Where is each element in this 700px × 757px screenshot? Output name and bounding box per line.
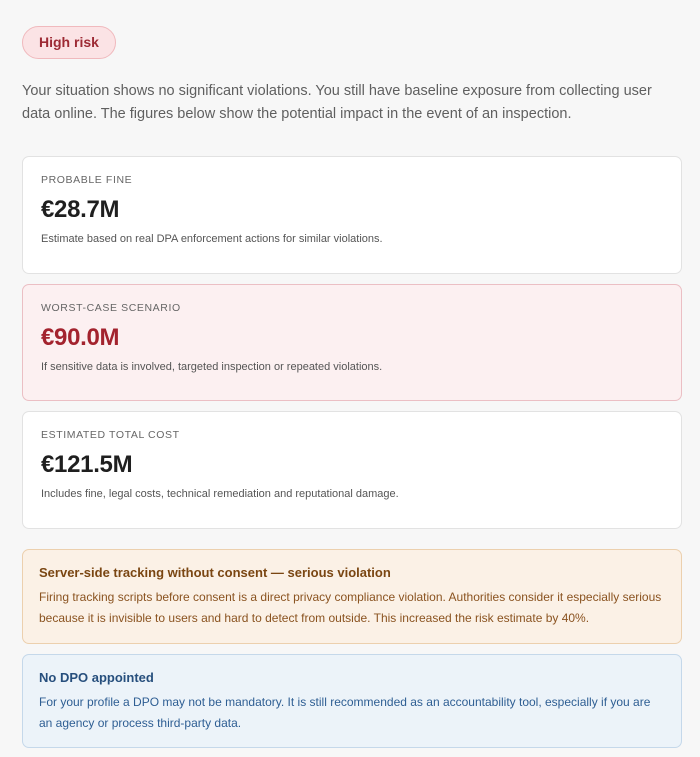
card-note: Estimate based on real DPA enforcement actions for similar violations. bbox=[41, 233, 383, 245]
alert-title: No DPO appointed bbox=[39, 670, 154, 685]
card-note: If sensitive data is involved, targeted inspection or repeated violations. bbox=[41, 361, 383, 373]
card-value: €90.0M bbox=[41, 324, 120, 351]
probable-fine-card bbox=[22, 156, 682, 274]
alert-body: Firing tracking scripts before consent is a direct privacy compliance violation. Authorities consider it especially serious because it is invisible to users and hard to detect from outside. This increased the risk estimate by 40%. bbox=[39, 590, 662, 625]
alert-body: For your profile a DPO may not be mandatory. It is still recommended as an accountability tool, especially if you are an agency or process third-party data. bbox=[39, 695, 651, 730]
intro-text: Your situation shows no significant violations. You still have baseline exposure from collecting user data online. The figures below show the potential impact in the event of an inspection. bbox=[22, 83, 652, 122]
card-label: ESTIMATED TOTAL COST bbox=[41, 429, 180, 441]
tracking-violation-alert bbox=[22, 549, 682, 644]
total-cost-card bbox=[22, 411, 682, 529]
risk-level-badge: High risk bbox=[22, 26, 116, 59]
card-note: Includes fine, legal costs, technical remediation and reputational damage. bbox=[41, 488, 399, 500]
alert-title: Server-side tracking without consent — serious violation bbox=[39, 565, 391, 580]
dpo-info-alert bbox=[22, 654, 682, 748]
card-value: €121.5M bbox=[41, 451, 133, 478]
worst-case-card bbox=[22, 284, 682, 401]
card-label: WORST-CASE SCENARIO bbox=[41, 302, 181, 314]
card-value: €28.7M bbox=[41, 196, 120, 223]
card-label: PROBABLE FINE bbox=[41, 174, 133, 186]
